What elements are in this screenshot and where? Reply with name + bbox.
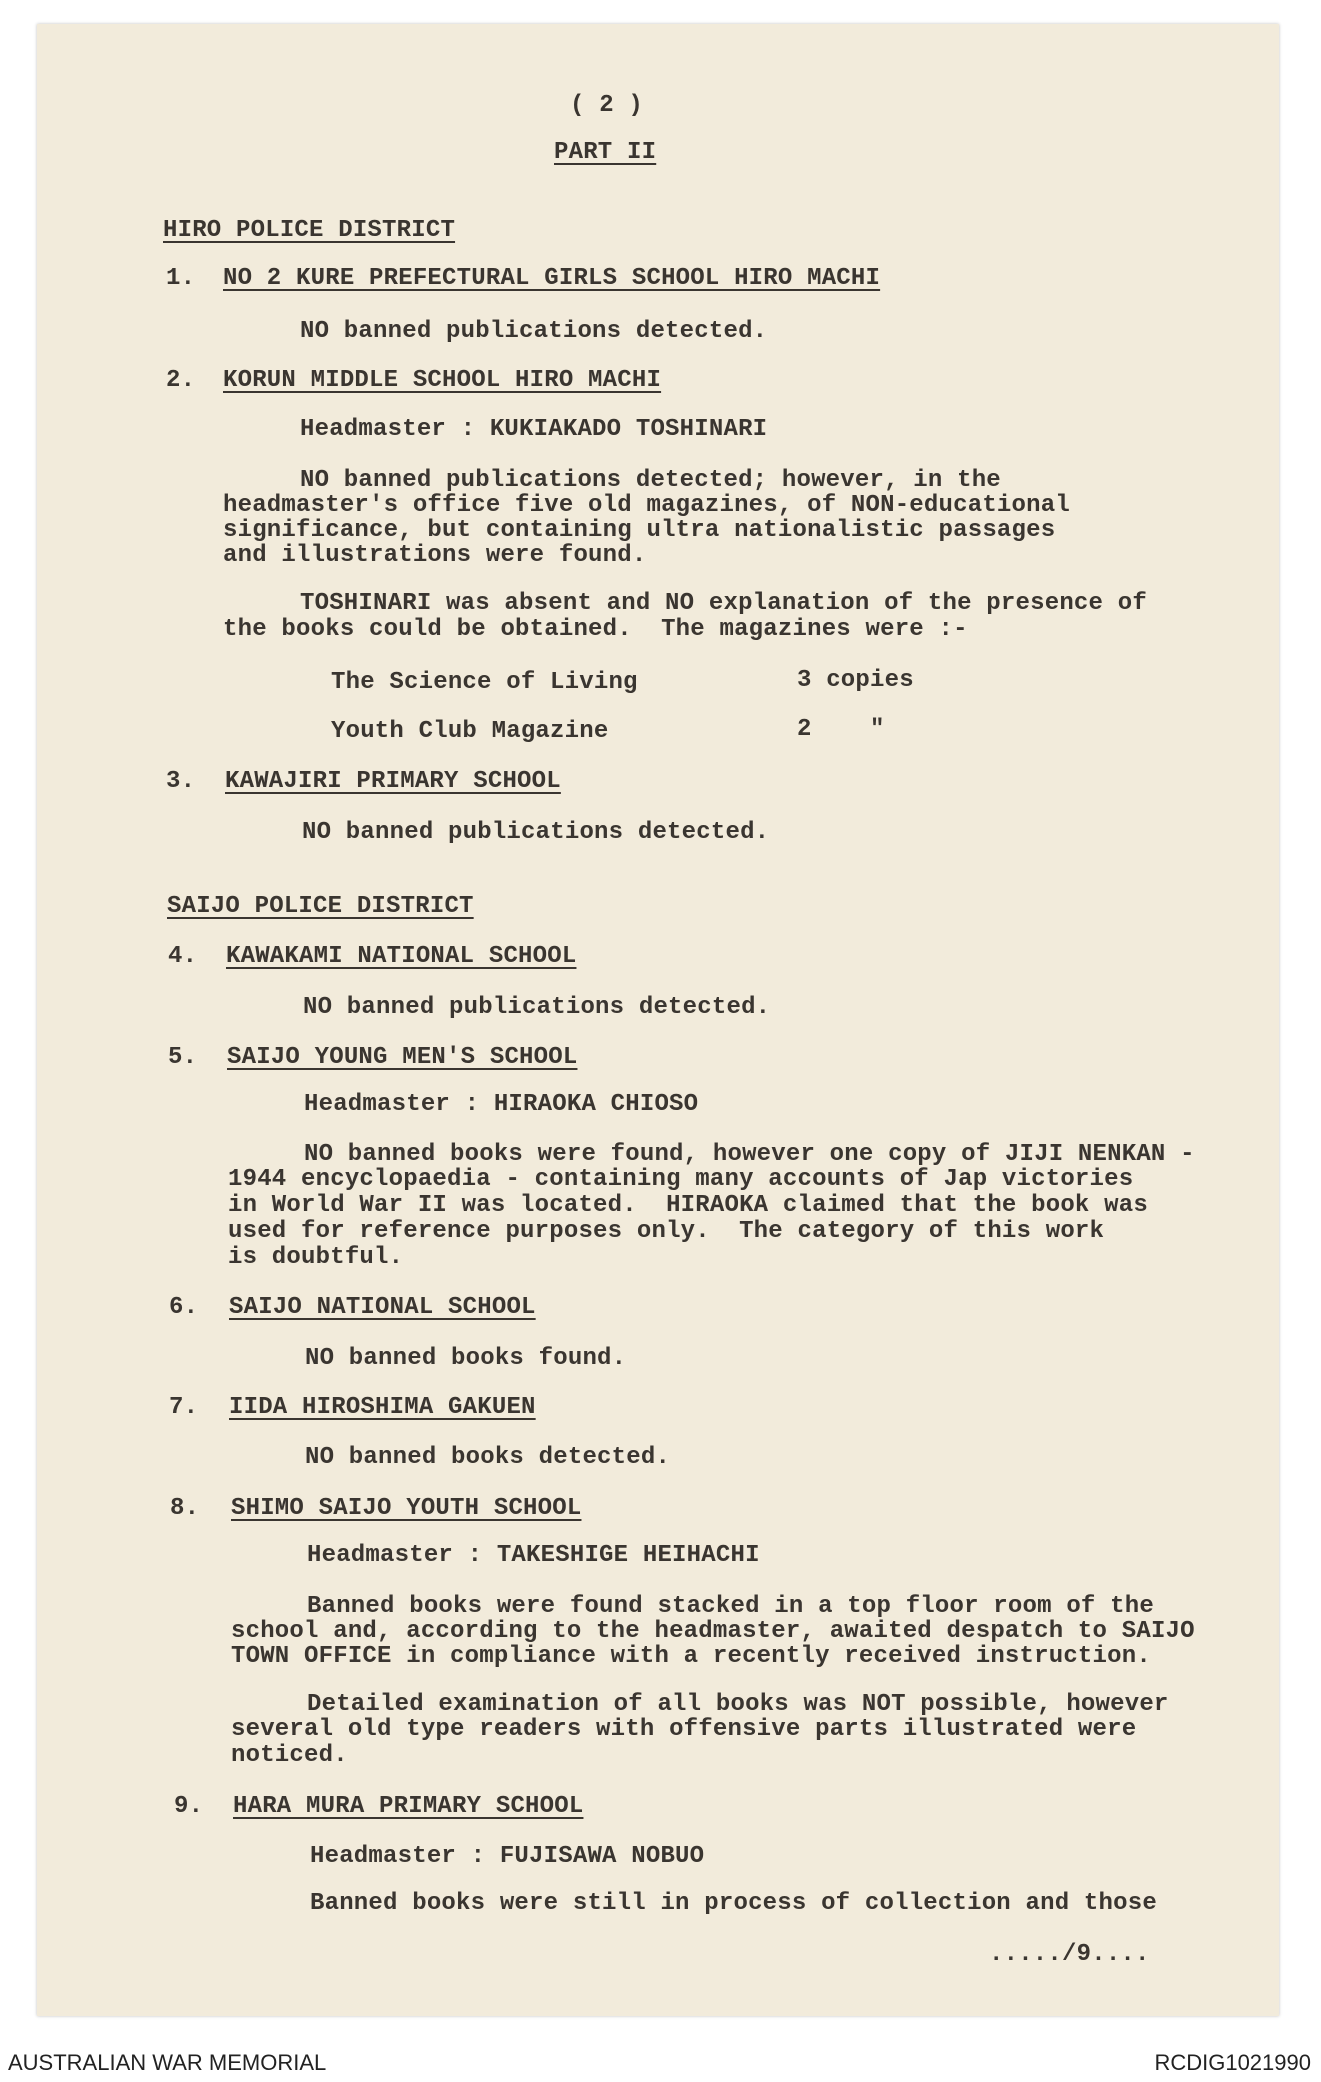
item-text: NO banned publications detected. bbox=[303, 994, 771, 1021]
item-number: 4. bbox=[168, 943, 198, 970]
item-text: TOWN OFFICE in compliance with a recently received instruction. bbox=[231, 1643, 1151, 1670]
item-text: the books could be obtained. The magazines were :- bbox=[223, 616, 968, 643]
item-text: used for reference purposes only. The category of this work bbox=[228, 1218, 1105, 1245]
item-title: KAWAKAMI NATIONAL SCHOOL bbox=[226, 943, 577, 970]
item-title: IIDA HIROSHIMA GAKUEN bbox=[229, 1394, 536, 1421]
headmaster: Headmaster : HIRAOKA CHIOSO bbox=[304, 1091, 699, 1118]
magazine-count: 2 " bbox=[797, 716, 885, 743]
part-heading: PART II bbox=[554, 139, 657, 166]
page-number: ( 2 ) bbox=[570, 92, 644, 119]
item-text: significance, but containing ultra nationalistic passages bbox=[223, 517, 1056, 544]
item-text: headmaster's office five old magazines, of NON-educational bbox=[223, 492, 1070, 519]
item-number: 2. bbox=[166, 367, 196, 394]
item-number: 6. bbox=[169, 1294, 199, 1321]
item-text: school and, according to the headmaster, awaited despatch to SAIJO bbox=[231, 1618, 1195, 1645]
item-title: KORUN MIDDLE SCHOOL HIRO MACHI bbox=[223, 367, 662, 394]
item-text: and illustrations were found. bbox=[223, 542, 647, 569]
magazine-title: Youth Club Magazine bbox=[331, 718, 609, 745]
item-number: 7. bbox=[169, 1394, 199, 1421]
district-heading: SAIJO POLICE DISTRICT bbox=[167, 893, 474, 920]
item-title: SAIJO NATIONAL SCHOOL bbox=[229, 1294, 536, 1321]
item-title: SHIMO SAIJO YOUTH SCHOOL bbox=[231, 1495, 582, 1522]
item-text: Banned books were found stacked in a top floor room of the bbox=[307, 1593, 1154, 1620]
item-text: TOSHINARI was absent and NO explanation of the presence of bbox=[300, 590, 1147, 617]
item-text: NO banned books were found, however one copy of JIJI NENKAN - bbox=[304, 1141, 1195, 1168]
headmaster: Headmaster : FUJISAWA NOBUO bbox=[310, 1843, 705, 1870]
item-number: 8. bbox=[170, 1495, 200, 1522]
headmaster: Headmaster : TAKESHIGE HEIHACHI bbox=[307, 1542, 760, 1569]
item-title: NO 2 KURE PREFECTURAL GIRLS SCHOOL HIRO MACHI bbox=[223, 265, 881, 292]
item-title: SAIJO YOUNG MEN'S SCHOOL bbox=[227, 1044, 578, 1071]
item-text: NO banned publications detected. bbox=[300, 318, 768, 345]
item-text: NO banned books found. bbox=[305, 1345, 627, 1372]
magazine-count: 3 copies bbox=[797, 667, 914, 694]
item-text: Banned books were still in process of collection and those bbox=[310, 1890, 1157, 1917]
item-text: NO banned publications detected. bbox=[302, 819, 770, 846]
item-text: NO banned publications detected; however, in the bbox=[300, 467, 1001, 494]
item-text: noticed. bbox=[231, 1742, 348, 1769]
item-number: 1. bbox=[166, 265, 196, 292]
item-text: in World War II was located. HIRAOKA claimed that the book was bbox=[228, 1192, 1148, 1219]
item-text: NO banned books detected. bbox=[305, 1444, 671, 1471]
item-number: 9. bbox=[174, 1793, 204, 1820]
item-text: is doubtful. bbox=[228, 1244, 404, 1271]
item-text: several old type readers with offensive parts illustrated were bbox=[231, 1716, 1137, 1743]
headmaster: Headmaster : KUKIAKADO TOSHINARI bbox=[300, 416, 768, 443]
item-title: HARA MURA PRIMARY SCHOOL bbox=[233, 1793, 584, 1820]
item-title: KAWAJIRI PRIMARY SCHOOL bbox=[225, 768, 561, 795]
item-number: 3. bbox=[166, 768, 196, 795]
footer-source: AUSTRALIAN WAR MEMORIAL bbox=[8, 2050, 327, 2075]
item-number: 5. bbox=[168, 1044, 198, 1071]
footer-id: RCDIG1021990 bbox=[1154, 2050, 1311, 2075]
district-heading: HIRO POLICE DISTRICT bbox=[163, 217, 456, 244]
item-text: 1944 encyclopaedia - containing many accounts of Jap victories bbox=[228, 1166, 1134, 1193]
item-text: Detailed examination of all books was NOT possible, however bbox=[307, 1691, 1169, 1718]
continuation-marker: ...../9.... bbox=[989, 1941, 1150, 1968]
magazine-title: The Science of Living bbox=[331, 669, 638, 696]
